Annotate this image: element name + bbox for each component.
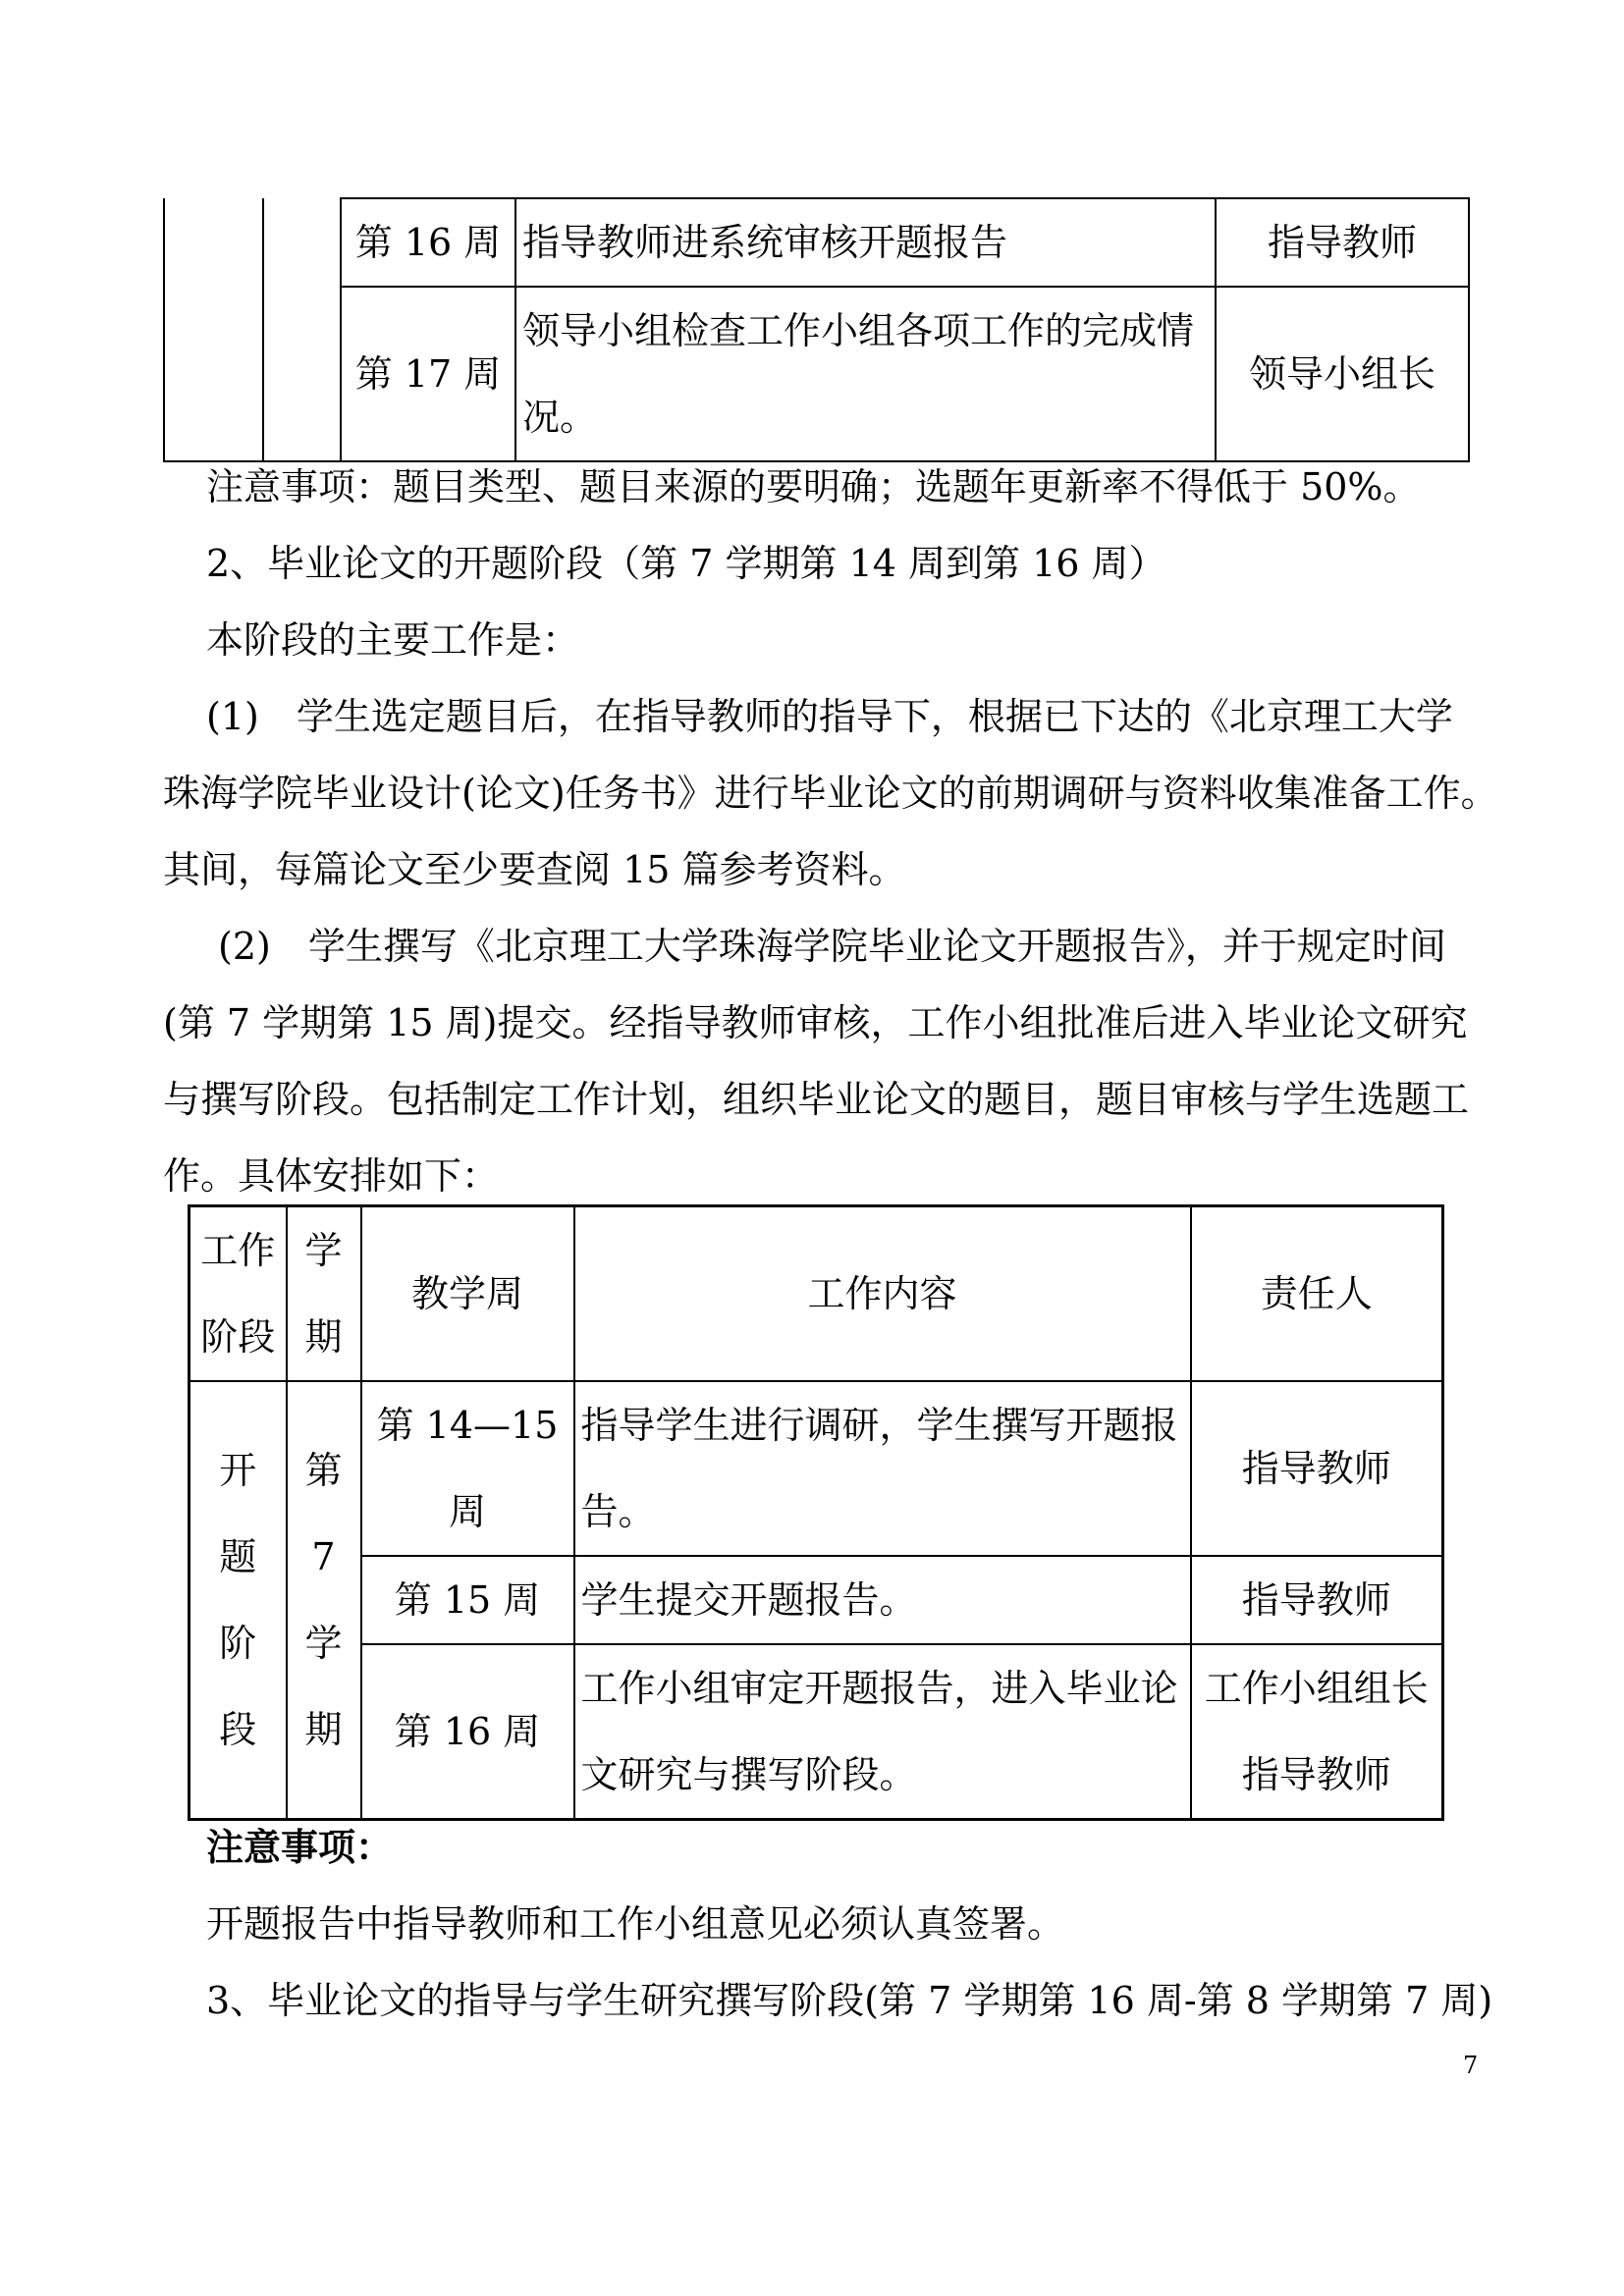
week-cell xyxy=(361,1381,574,1556)
stage-char: 题 xyxy=(219,1535,257,1578)
header-line: 阶段 xyxy=(200,1315,276,1359)
paragraph-line: (2) 学生撰写《北京理工大学珠海学院毕业论文开题报告》，并于规定时间 xyxy=(218,925,1446,968)
header-content: 工作内容 xyxy=(574,1206,1191,1382)
week-line: 第 16 周 xyxy=(394,1710,541,1753)
person-cell xyxy=(1216,287,1469,461)
person-line: 指导教师 xyxy=(1241,1578,1391,1622)
table-row xyxy=(164,198,1469,287)
header-line: 工作 xyxy=(200,1229,276,1272)
person-cell xyxy=(1191,1381,1443,1556)
stage-char: 阶 xyxy=(219,1622,257,1665)
week-cell xyxy=(361,1556,574,1644)
header-stage xyxy=(189,1206,287,1382)
table-row xyxy=(189,1644,1443,1820)
term-char: 7 xyxy=(311,1535,336,1578)
section-heading: 3、毕业论文的指导与学生研究撰写阶段(第 7 学期第 16 周-第 8 学期第 7 周) xyxy=(206,1979,1493,2022)
content-line: 文研究与撰写阶段。 xyxy=(580,1753,917,1796)
week-cell: 第 17 周 xyxy=(341,287,515,461)
stage-char: 段 xyxy=(219,1708,257,1751)
paragraph-line: 与撰写阶段。包括制定工作计划，组织毕业论文的题目，题目审核与学生选题工 xyxy=(163,1078,1470,1121)
table-row xyxy=(189,1556,1443,1644)
table-header-row xyxy=(189,1206,1443,1382)
schedule-table-continued xyxy=(163,197,1470,462)
content-cell xyxy=(574,1381,1191,1556)
person-cell xyxy=(1191,1556,1443,1644)
header-term xyxy=(287,1206,361,1382)
paragraph-line: (1) 学生选定题目后，在指导教师的指导下，根据已下达的《北京理工大学 xyxy=(206,695,1453,738)
term-char: 期 xyxy=(304,1708,343,1751)
note-title: 注意事项： xyxy=(206,1825,394,1869)
section-heading: 2、毕业论文的开题阶段（第 7 学期第 14 周到第 16 周） xyxy=(206,542,1166,585)
table-row xyxy=(164,287,1469,461)
person-line: 领导小组长 xyxy=(1248,352,1435,396)
person-line: 指导教师 xyxy=(1267,221,1417,264)
header-person: 责任人 xyxy=(1191,1206,1443,1382)
stage-cell xyxy=(189,1381,287,1820)
person-line: 指导教师 xyxy=(1241,1447,1391,1490)
table-cell xyxy=(263,198,341,461)
stage-char: 开 xyxy=(219,1449,257,1492)
term-cell xyxy=(287,1381,361,1820)
paragraph-line: 珠海学院毕业设计(论文)任务书》进行毕业论文的前期调研与资料收集准备工作。 xyxy=(163,772,1498,815)
person-cell xyxy=(1191,1644,1443,1820)
header-line: 学 xyxy=(304,1229,343,1272)
page-number: 7 xyxy=(1463,2052,1479,2079)
term-char: 第 xyxy=(304,1449,343,1492)
content-line: 指导教师进系统审核开题报告 xyxy=(522,221,1008,264)
note-paragraph: 注意事项：题目类型、题目来源的要明确；选题年更新率不得低于 50%。 xyxy=(206,465,1421,508)
content-cell xyxy=(515,198,1216,287)
week-line: 第 15 周 xyxy=(394,1578,541,1622)
note-paragraph: 开题报告中指导教师和工作小组意见必须认真签署。 xyxy=(206,1902,1065,1946)
person-cell xyxy=(1216,198,1469,287)
content-line: 领导小组检查工作小组各项工作的完成情 xyxy=(522,309,1195,352)
header-line: 期 xyxy=(304,1315,343,1359)
paragraph: 本阶段的主要工作是： xyxy=(206,618,580,662)
week-cell xyxy=(361,1644,574,1820)
content-cell xyxy=(574,1556,1191,1644)
content-line: 指导学生进行调研，学生撰写开题报 xyxy=(580,1404,1178,1447)
table-cell xyxy=(164,198,263,461)
term-char: 学 xyxy=(304,1622,343,1665)
week-line: 第 14—15 xyxy=(376,1404,559,1447)
week-line: 周 xyxy=(448,1490,486,1533)
content-line: 告。 xyxy=(580,1490,656,1533)
paragraph-line: (第 7 学期第 15 周)提交。经指导教师审核，工作小组批准后进入毕业论文研究 xyxy=(163,1001,1468,1044)
paragraph-line: 作。具体安排如下： xyxy=(163,1154,500,1198)
content-line: 况。 xyxy=(522,396,598,439)
table-row xyxy=(189,1381,1443,1556)
opening-stage-table xyxy=(188,1204,1444,1821)
header-week: 教学周 xyxy=(361,1206,574,1382)
person-line: 工作小组组长 xyxy=(1204,1667,1429,1710)
content-cell xyxy=(515,287,1216,461)
week-cell: 第 16 周 xyxy=(341,198,515,287)
content-line: 工作小组审定开题报告，进入毕业论 xyxy=(580,1667,1178,1710)
content-cell xyxy=(574,1644,1191,1820)
person-line: 指导教师 xyxy=(1241,1753,1391,1796)
content-line: 学生提交开题报告。 xyxy=(580,1578,917,1622)
paragraph-line: 其间，每篇论文至少要查阅 15 篇参考资料。 xyxy=(163,848,906,891)
